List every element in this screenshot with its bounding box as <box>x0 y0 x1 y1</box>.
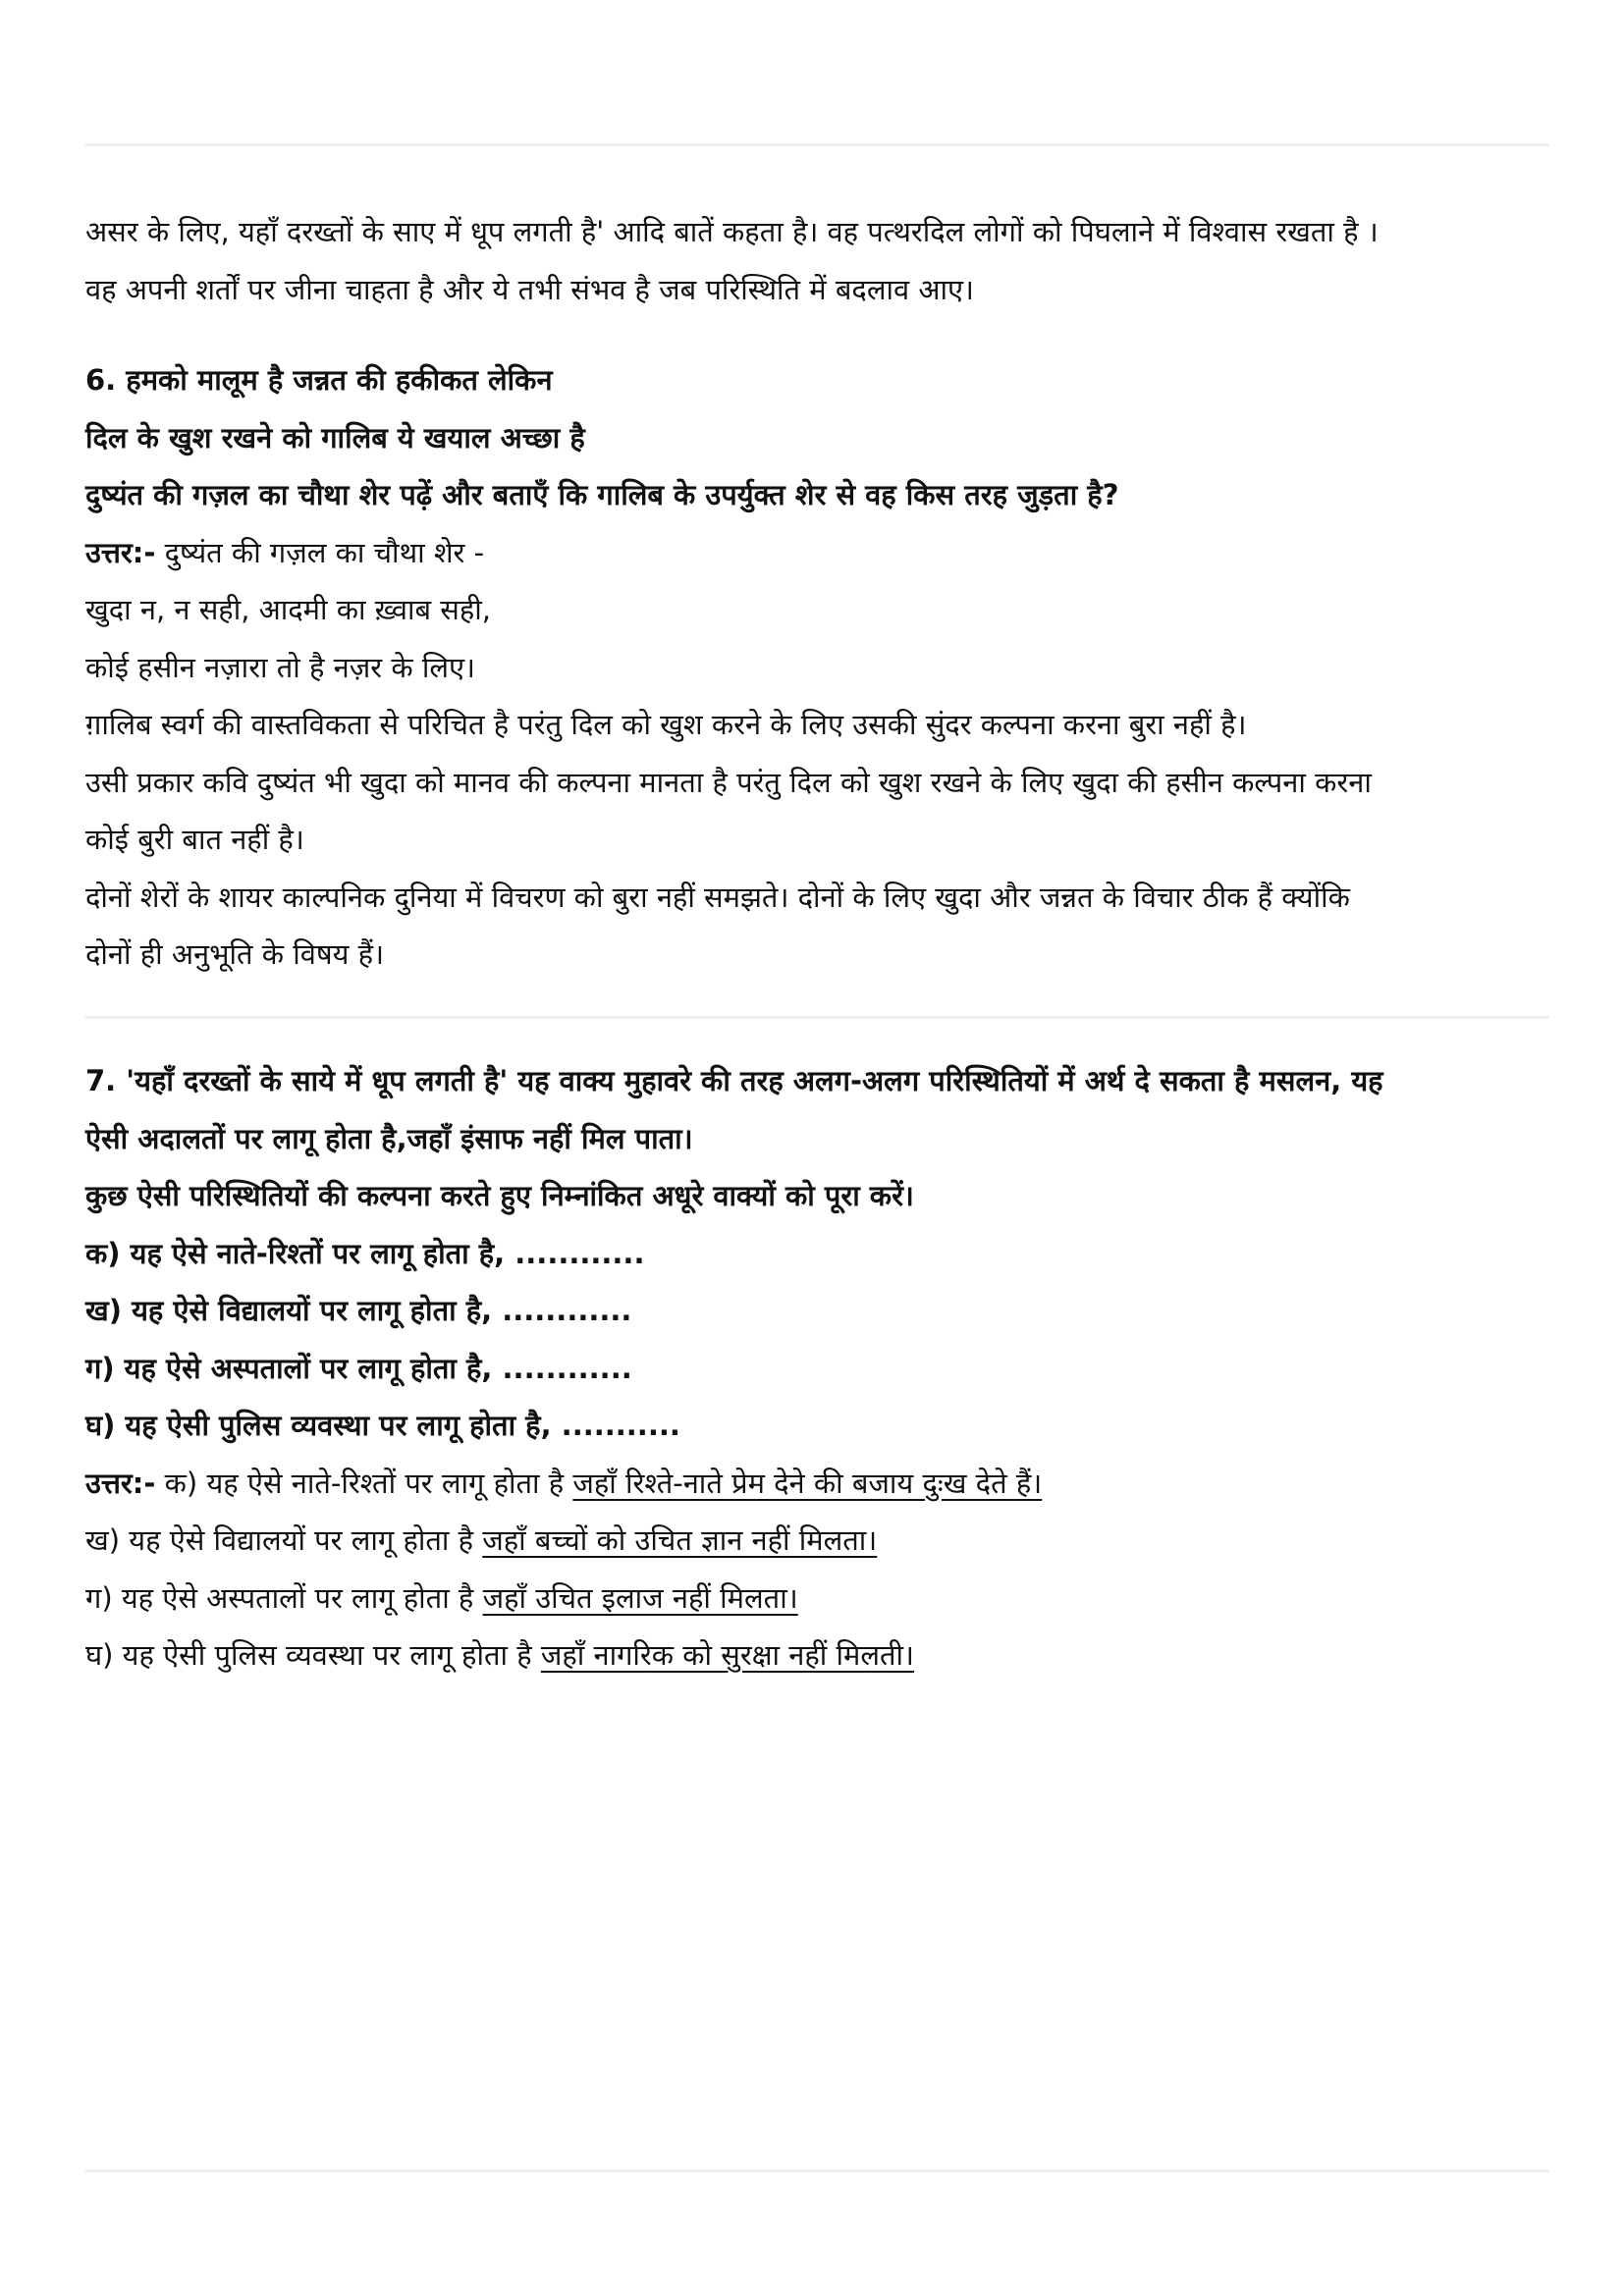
answer-underlined: जहाँ नागरिक को सुरक्षा नहीं मिलती। <box>540 1638 915 1672</box>
question-line: दिल के खुश रखने को गालिब ये खयाल अच्छा है <box>85 420 585 454</box>
question-7 <box>85 1052 1558 1684</box>
answer-line: दोनों शेरों के शायर काल्पनिक दुनिया में विचरण को बुरा नहीं समझते। दोनों के लिए खुदा और जन्नत के विचार ठीक हैं क्योंकि <box>85 880 1350 914</box>
answer-prefix: घ) यह ऐसी पुलिस व्यवस्था पर लागू होता है <box>85 1638 541 1672</box>
text-line: वह अपनी शर्तों पर जीना चाहता है और ये तभी संभव है जब परिस्थिति में बदलाव आए। <box>85 272 975 306</box>
question-6 <box>85 351 1558 984</box>
answer-line <box>85 524 1558 582</box>
answer-prefix: ग) यह ऐसे अस्पतालों पर लागू होता है <box>85 1580 483 1615</box>
answer-line: खुदा न, न सही, आदमी का ख़्वाब सही, <box>85 593 491 626</box>
answer-underlined: जहाँ उचित इलाज नहीं मिलता। <box>482 1580 798 1615</box>
answer-line: कोई हसीन नज़ारा तो है नज़र के लिए। <box>85 650 476 684</box>
question-line: ऐसी अदालतों पर लागू होता है,जहाँ इंसाफ नहीं मिल पाता। <box>85 1121 693 1155</box>
question-line: 7. 'यहाँ दरख्तों के साये में धूप लगती है' यह वाक्य मुहावरे की तरह अलग-अलग परिस्थितियों में अर्थ दे सकता है मसलन, यह <box>85 1064 1383 1097</box>
answer-underlined: जहाँ बच्चों को उचित ज्ञान नहीं मिलता। <box>482 1523 878 1557</box>
answer-line: उसी प्रकार कवि दुष्यंत भी खुदा को मानव की कल्पना मानता है परंतु दिल को खुश रखने के लिए खुदा की हसीन कल्पना करना <box>85 765 1372 799</box>
answer-label: उत्तर:- <box>85 535 156 569</box>
question-line: ग) यह ऐसे अस्पतालों पर लागू होता है, ............ <box>85 1351 632 1385</box>
question-line: दुष्यंत की गज़ल का चौथा शेर पढ़ें और बताएँ कि गालिब के उपर्युक्त शेर से वह किस तरह जुड़ता है? <box>85 478 1119 511</box>
answer-underlined: जहाँ रिश्ते-नाते प्रेम देने की बजाय दुःख देते हैं। <box>572 1466 1043 1500</box>
answer-line <box>85 1512 1558 1570</box>
answer-line <box>85 1455 1558 1513</box>
intro-paragraph <box>85 203 1558 318</box>
answer-text: दुष्यंत की गज़ल का चौथा शेर - <box>155 535 485 569</box>
answer-line <box>85 1570 1558 1628</box>
bottom-divider <box>85 2169 1549 2172</box>
answer-label: उत्तर:- <box>85 1466 156 1500</box>
answer-line <box>85 1627 1558 1684</box>
section-divider <box>85 1016 1549 1019</box>
question-line: 6. हमको मालूम है जन्नत की हकीकत लेकिन <box>85 363 553 397</box>
answer-prefix: क) यह ऐसे नाते-रिश्तों पर लागू होता है <box>155 1466 573 1500</box>
text-line: असर के लिए, यहाँ दरख्तों के साए में धूप लगती है' आदि बातें कहता है। वह पत्थरदिल लोगों को पिघलाने में विश्वास रखता है । <box>85 215 1379 248</box>
answer-line: दोनों ही अनुभूति के विषय हैं। <box>85 937 385 971</box>
question-line: ख) यह ऐसे विद्यालयों पर लागू होता है, ............ <box>85 1294 632 1327</box>
question-line: क) यह ऐसे नाते-रिश्तों पर लागू होता है, ............ <box>85 1236 645 1270</box>
answer-line: ग़ालिब स्वर्ग की वास्तविकता से परिचित है परंतु दिल को खुश करने के लिए उसकी सुंदर कल्पना करना बुरा नहीं है। <box>85 708 1247 741</box>
answer-line: कोई बुरी बात नहीं है। <box>85 823 304 856</box>
top-divider <box>85 143 1549 146</box>
answer-prefix: ख) यह ऐसे विद्यालयों पर लागू होता है <box>85 1523 483 1557</box>
question-line: घ) यह ऐसी पुलिस व्यवस्था पर लागू होता है, ........... <box>85 1409 680 1442</box>
question-line: कुछ ऐसी परिस्थितियों की कल्पना करते हुए निम्नांकित अधूरे वाक्यों को पूरा करें। <box>85 1179 914 1212</box>
